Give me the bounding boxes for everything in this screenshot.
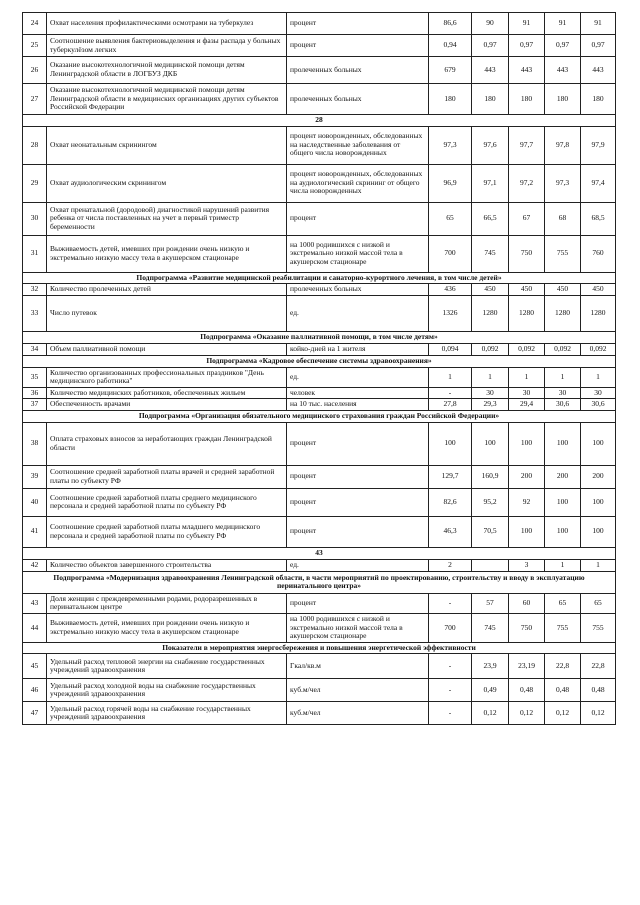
indicator-name: Охват неонатальным скринингом xyxy=(47,126,287,164)
row-number: 30 xyxy=(23,202,47,235)
row-number: 43 xyxy=(23,593,47,613)
section-row xyxy=(23,355,616,367)
value-cell: 100 xyxy=(581,516,616,547)
table-row xyxy=(23,284,616,296)
value-cell xyxy=(472,559,509,571)
row-number: 28 xyxy=(23,126,47,164)
table-row xyxy=(23,488,616,516)
value-cell: 1 xyxy=(472,367,509,387)
row-number: 45 xyxy=(23,654,47,679)
indicator-name: Количество организованных профессиональных праздников "День медицинского работника" xyxy=(47,367,287,387)
table-row xyxy=(23,559,616,571)
value-cell: 700 xyxy=(429,235,472,272)
value-cell: 96,9 xyxy=(429,164,472,202)
value-cell: 0,12 xyxy=(509,702,545,725)
row-number: 35 xyxy=(23,367,47,387)
value-cell: - xyxy=(429,702,472,725)
table-row xyxy=(23,679,616,702)
value-cell: 745 xyxy=(472,235,509,272)
value-cell: 1 xyxy=(429,367,472,387)
value-cell: 65 xyxy=(429,202,472,235)
value-cell: 0,97 xyxy=(545,35,581,57)
value-cell: 750 xyxy=(509,235,545,272)
value-cell: - xyxy=(429,654,472,679)
value-cell: 30 xyxy=(472,387,509,399)
section-row xyxy=(23,642,616,654)
value-cell: 23,19 xyxy=(509,654,545,679)
value-cell: 70,5 xyxy=(472,516,509,547)
section-row xyxy=(23,571,616,593)
value-cell: 100 xyxy=(581,422,616,465)
value-cell: 0,12 xyxy=(472,702,509,725)
unit-of-measure: процент xyxy=(287,516,429,547)
unit-of-measure: процент xyxy=(287,422,429,465)
table-row xyxy=(23,613,616,642)
value-cell: 3 xyxy=(509,559,545,571)
row-number: 34 xyxy=(23,343,47,355)
unit-of-measure: койко-дней на 1 жителя xyxy=(287,343,429,355)
section-row xyxy=(23,411,616,423)
unit-of-measure: процент xyxy=(287,488,429,516)
value-cell: 90 xyxy=(472,13,509,35)
section-title: Подпрограмма «Оказание паллиативной помощи, в том числе детям» xyxy=(23,332,616,344)
indicator-name: Выживаемость детей, имевших при рождении очень низкую и экстремально низкую массу тела в акушерском стационаре xyxy=(47,235,287,272)
value-cell: 100 xyxy=(545,516,581,547)
table-row xyxy=(23,399,616,411)
table-row xyxy=(23,235,616,272)
value-cell: 97,2 xyxy=(509,164,545,202)
value-cell: 0,94 xyxy=(429,35,472,57)
row-number: 37 xyxy=(23,399,47,411)
value-cell: 30 xyxy=(581,387,616,399)
indicator-name: Удельный расход горячей воды на снабжение государственных учреждений здравоохранения xyxy=(47,702,287,725)
unit-of-measure: процент xyxy=(287,202,429,235)
row-number: 31 xyxy=(23,235,47,272)
value-cell: 0,97 xyxy=(509,35,545,57)
value-cell: 1280 xyxy=(581,296,616,332)
value-cell: 1 xyxy=(545,367,581,387)
indicator-name: Оказание высокотехнологичной медицинской помощи детям Ленинградской области в медицинских организациях других субъектов Российской Федерации xyxy=(47,84,287,115)
indicator-name: Соотношение выявления бактериовыделения и фазы распада у больных туберкулёзом легких xyxy=(47,35,287,57)
row-number: 44 xyxy=(23,613,47,642)
value-cell: 100 xyxy=(545,422,581,465)
unit-of-measure: на 10 тыс. населения xyxy=(287,399,429,411)
value-cell: 760 xyxy=(581,235,616,272)
table-row xyxy=(23,13,616,35)
value-cell: 450 xyxy=(472,284,509,296)
value-cell: 200 xyxy=(581,465,616,488)
unit-of-measure: процент xyxy=(287,13,429,35)
value-cell: 68,5 xyxy=(581,202,616,235)
unit-of-measure: пролеченных больных xyxy=(287,57,429,84)
unit-of-measure: человек xyxy=(287,387,429,399)
unit-of-measure: процент xyxy=(287,35,429,57)
value-cell: 2 xyxy=(429,559,472,571)
value-cell: 0,97 xyxy=(581,35,616,57)
value-cell: - xyxy=(429,387,472,399)
unit-of-measure: ед. xyxy=(287,296,429,332)
value-cell: 65 xyxy=(545,593,581,613)
value-cell: 100 xyxy=(509,516,545,547)
value-cell: 1 xyxy=(581,559,616,571)
section-title: Подпрограмма «Кадровое обеспечение системы здравоохранения» xyxy=(23,355,616,367)
unit-of-measure: на 1000 родившихся с низкой и экстремально низкой массой тела в акушерском стационаре xyxy=(287,235,429,272)
value-cell: 200 xyxy=(545,465,581,488)
value-cell: 91 xyxy=(545,13,581,35)
value-cell: 97,4 xyxy=(581,164,616,202)
table-row xyxy=(23,367,616,387)
value-cell: 0,094 xyxy=(429,343,472,355)
value-cell: 0,092 xyxy=(581,343,616,355)
value-cell: 91 xyxy=(581,13,616,35)
value-cell: 450 xyxy=(545,284,581,296)
indicator-name: Удельный расход тепловой энергии на снабжение государственных учреждений здравоохранения xyxy=(47,654,287,679)
value-cell: 29,4 xyxy=(509,399,545,411)
value-cell: 450 xyxy=(581,284,616,296)
value-cell: 450 xyxy=(509,284,545,296)
value-cell: 443 xyxy=(581,57,616,84)
value-cell: 180 xyxy=(472,84,509,115)
section-title: Подпрограмма «Организация обязательного медицинского страхования граждан Российской Федерации» xyxy=(23,411,616,423)
indicator-name: Соотношение средней заработной платы младшего медицинского персонала и средней заработной платы по субъекту РФ xyxy=(47,516,287,547)
value-cell: 443 xyxy=(472,57,509,84)
value-cell: 22,8 xyxy=(581,654,616,679)
value-cell: 443 xyxy=(509,57,545,84)
value-cell: 1 xyxy=(509,367,545,387)
value-cell: 0,092 xyxy=(472,343,509,355)
value-cell: 1 xyxy=(545,559,581,571)
row-number: 47 xyxy=(23,702,47,725)
value-cell: 0,97 xyxy=(472,35,509,57)
row-number: 26 xyxy=(23,57,47,84)
value-cell: 0,12 xyxy=(581,702,616,725)
value-cell: 750 xyxy=(509,613,545,642)
value-cell: 755 xyxy=(545,613,581,642)
indicator-name: Оплата страховых взносов за неработающих граждан Ленинградской области xyxy=(47,422,287,465)
value-cell: 1 xyxy=(581,367,616,387)
section-title: Подпрограмма «Развитие медицинской реабилитации и санаторно-курортного лечения, в том числе детей» xyxy=(23,272,616,284)
indicator-name: Выживаемость детей, имевших при рождении очень низкую и экстремально низкую массу тела в акушерском стационаре xyxy=(47,613,287,642)
value-cell: 29,3 xyxy=(472,399,509,411)
value-cell: 66,5 xyxy=(472,202,509,235)
value-cell: 0,48 xyxy=(581,679,616,702)
value-cell: 436 xyxy=(429,284,472,296)
row-number: 33 xyxy=(23,296,47,332)
table-row xyxy=(23,465,616,488)
table-row xyxy=(23,57,616,84)
value-cell: 443 xyxy=(545,57,581,84)
value-cell: 97,9 xyxy=(581,126,616,164)
value-cell: 22,8 xyxy=(545,654,581,679)
value-cell: 65 xyxy=(581,593,616,613)
value-cell: - xyxy=(429,593,472,613)
unit-of-measure: на 1000 родившихся с низкой и экстремально низкой массой тела в акушерском стационаре xyxy=(287,613,429,642)
unit-of-measure: пролеченных больных xyxy=(287,84,429,115)
value-cell: 46,3 xyxy=(429,516,472,547)
unit-of-measure: Гкал/кв.м xyxy=(287,654,429,679)
table-row xyxy=(23,593,616,613)
value-cell: 755 xyxy=(581,613,616,642)
value-cell: 1326 xyxy=(429,296,472,332)
value-cell: - xyxy=(429,679,472,702)
section-title: Показатели в мероприятия энергосбережения и повышения энергетической эффективности xyxy=(23,642,616,654)
value-cell: 0,48 xyxy=(509,679,545,702)
unit-of-measure: ед. xyxy=(287,367,429,387)
value-cell: 100 xyxy=(581,488,616,516)
value-cell: 30 xyxy=(509,387,545,399)
value-cell: 27,8 xyxy=(429,399,472,411)
indicator-name: Соотношение средней заработной платы врачей и средней заработной платы по субъекту РФ xyxy=(47,465,287,488)
section-title: 28 xyxy=(23,115,616,127)
value-cell: 200 xyxy=(509,465,545,488)
value-cell: 86,6 xyxy=(429,13,472,35)
value-cell: 97,7 xyxy=(509,126,545,164)
value-cell: 95,2 xyxy=(472,488,509,516)
value-cell: 100 xyxy=(545,488,581,516)
indicators-table-body xyxy=(23,13,616,725)
row-number: 32 xyxy=(23,284,47,296)
indicators-document xyxy=(22,12,615,725)
value-cell: 97,3 xyxy=(429,126,472,164)
value-cell: 30 xyxy=(545,387,581,399)
value-cell: 30,6 xyxy=(581,399,616,411)
value-cell: 0,092 xyxy=(509,343,545,355)
value-cell: 1280 xyxy=(472,296,509,332)
value-cell: 68 xyxy=(545,202,581,235)
row-number: 41 xyxy=(23,516,47,547)
section-title: Подпрограмма «Модернизация здравоохранения Ленинградской области, в части мероприятий по проектированию, строительству и вводу в эксплуатацию перинатального центра» xyxy=(23,571,616,593)
value-cell: 180 xyxy=(545,84,581,115)
indicator-name: Охват аудиологическим скринингом xyxy=(47,164,287,202)
section-row xyxy=(23,115,616,127)
value-cell: 679 xyxy=(429,57,472,84)
section-row xyxy=(23,547,616,559)
indicator-name: Количество медицинских работников, обеспеченных жильем xyxy=(47,387,287,399)
indicator-name: Количество пролеченных детей xyxy=(47,284,287,296)
value-cell: 0,12 xyxy=(545,702,581,725)
value-cell: 67 xyxy=(509,202,545,235)
indicator-name: Количество объектов завершенного строительства xyxy=(47,559,287,571)
indicator-name: Охват пренатальной (дородовой) диагностикой нарушений развития ребенка от числа поставленных на учет в первый триместр беременности xyxy=(47,202,287,235)
indicator-name: Число путевок xyxy=(47,296,287,332)
row-number: 46 xyxy=(23,679,47,702)
table-row xyxy=(23,387,616,399)
table-row xyxy=(23,202,616,235)
row-number: 42 xyxy=(23,559,47,571)
value-cell: 97,3 xyxy=(545,164,581,202)
value-cell: 91 xyxy=(509,13,545,35)
row-number: 27 xyxy=(23,84,47,115)
value-cell: 97,1 xyxy=(472,164,509,202)
section-title: 43 xyxy=(23,547,616,559)
row-number: 40 xyxy=(23,488,47,516)
table-row xyxy=(23,126,616,164)
value-cell: 97,8 xyxy=(545,126,581,164)
indicator-name: Удельный расход холодной воды на снабжение государственных учреждений здравоохранения xyxy=(47,679,287,702)
value-cell: 100 xyxy=(472,422,509,465)
value-cell: 180 xyxy=(581,84,616,115)
table-row xyxy=(23,516,616,547)
indicator-name: Обеспеченность врачами xyxy=(47,399,287,411)
value-cell: 745 xyxy=(472,613,509,642)
value-cell: 0,092 xyxy=(545,343,581,355)
value-cell: 180 xyxy=(429,84,472,115)
unit-of-measure: куб.м/чел xyxy=(287,702,429,725)
unit-of-measure: куб.м/чел xyxy=(287,679,429,702)
value-cell: 129,7 xyxy=(429,465,472,488)
table-row xyxy=(23,343,616,355)
value-cell: 57 xyxy=(472,593,509,613)
value-cell: 100 xyxy=(429,422,472,465)
table-row xyxy=(23,422,616,465)
unit-of-measure: процент xyxy=(287,593,429,613)
row-number: 39 xyxy=(23,465,47,488)
unit-of-measure: процент новорожденных, обследованных на аудиологический скрининг от общего числа новорожденных xyxy=(287,164,429,202)
section-row xyxy=(23,272,616,284)
unit-of-measure: процент xyxy=(287,465,429,488)
table-row xyxy=(23,654,616,679)
value-cell: 82,6 xyxy=(429,488,472,516)
value-cell: 700 xyxy=(429,613,472,642)
value-cell: 92 xyxy=(509,488,545,516)
value-cell: 0,48 xyxy=(545,679,581,702)
section-row xyxy=(23,332,616,344)
indicators-table xyxy=(22,12,616,725)
value-cell: 23,9 xyxy=(472,654,509,679)
value-cell: 160,9 xyxy=(472,465,509,488)
value-cell: 30,6 xyxy=(545,399,581,411)
value-cell: 1280 xyxy=(545,296,581,332)
value-cell: 60 xyxy=(509,593,545,613)
table-row xyxy=(23,84,616,115)
row-number: 36 xyxy=(23,387,47,399)
value-cell: 0,49 xyxy=(472,679,509,702)
value-cell: 1280 xyxy=(509,296,545,332)
table-row xyxy=(23,296,616,332)
indicator-name: Соотношение средней заработной платы среднего медицинского персонала и средней заработной платы по субъекту РФ xyxy=(47,488,287,516)
value-cell: 97,6 xyxy=(472,126,509,164)
row-number: 24 xyxy=(23,13,47,35)
value-cell: 755 xyxy=(545,235,581,272)
table-row xyxy=(23,164,616,202)
row-number: 29 xyxy=(23,164,47,202)
indicator-name: Доля женщин с преждевременными родами, родоразрешенных в перинатальном центре xyxy=(47,593,287,613)
unit-of-measure: пролеченных больных xyxy=(287,284,429,296)
row-number: 38 xyxy=(23,422,47,465)
indicator-name: Объем паллиативной помощи xyxy=(47,343,287,355)
row-number: 25 xyxy=(23,35,47,57)
indicator-name: Оказание высокотехнологичной медицинской помощи детям Ленинградской области в ЛОГБУЗ ДКБ xyxy=(47,57,287,84)
unit-of-measure: ед. xyxy=(287,559,429,571)
unit-of-measure: процент новорожденных, обследованных на наследственные заболевания от общего числа новорожденных xyxy=(287,126,429,164)
indicator-name: Охват населения профилактическими осмотрами на туберкулез xyxy=(47,13,287,35)
value-cell: 180 xyxy=(509,84,545,115)
value-cell: 100 xyxy=(509,422,545,465)
table-row xyxy=(23,35,616,57)
table-row xyxy=(23,702,616,725)
